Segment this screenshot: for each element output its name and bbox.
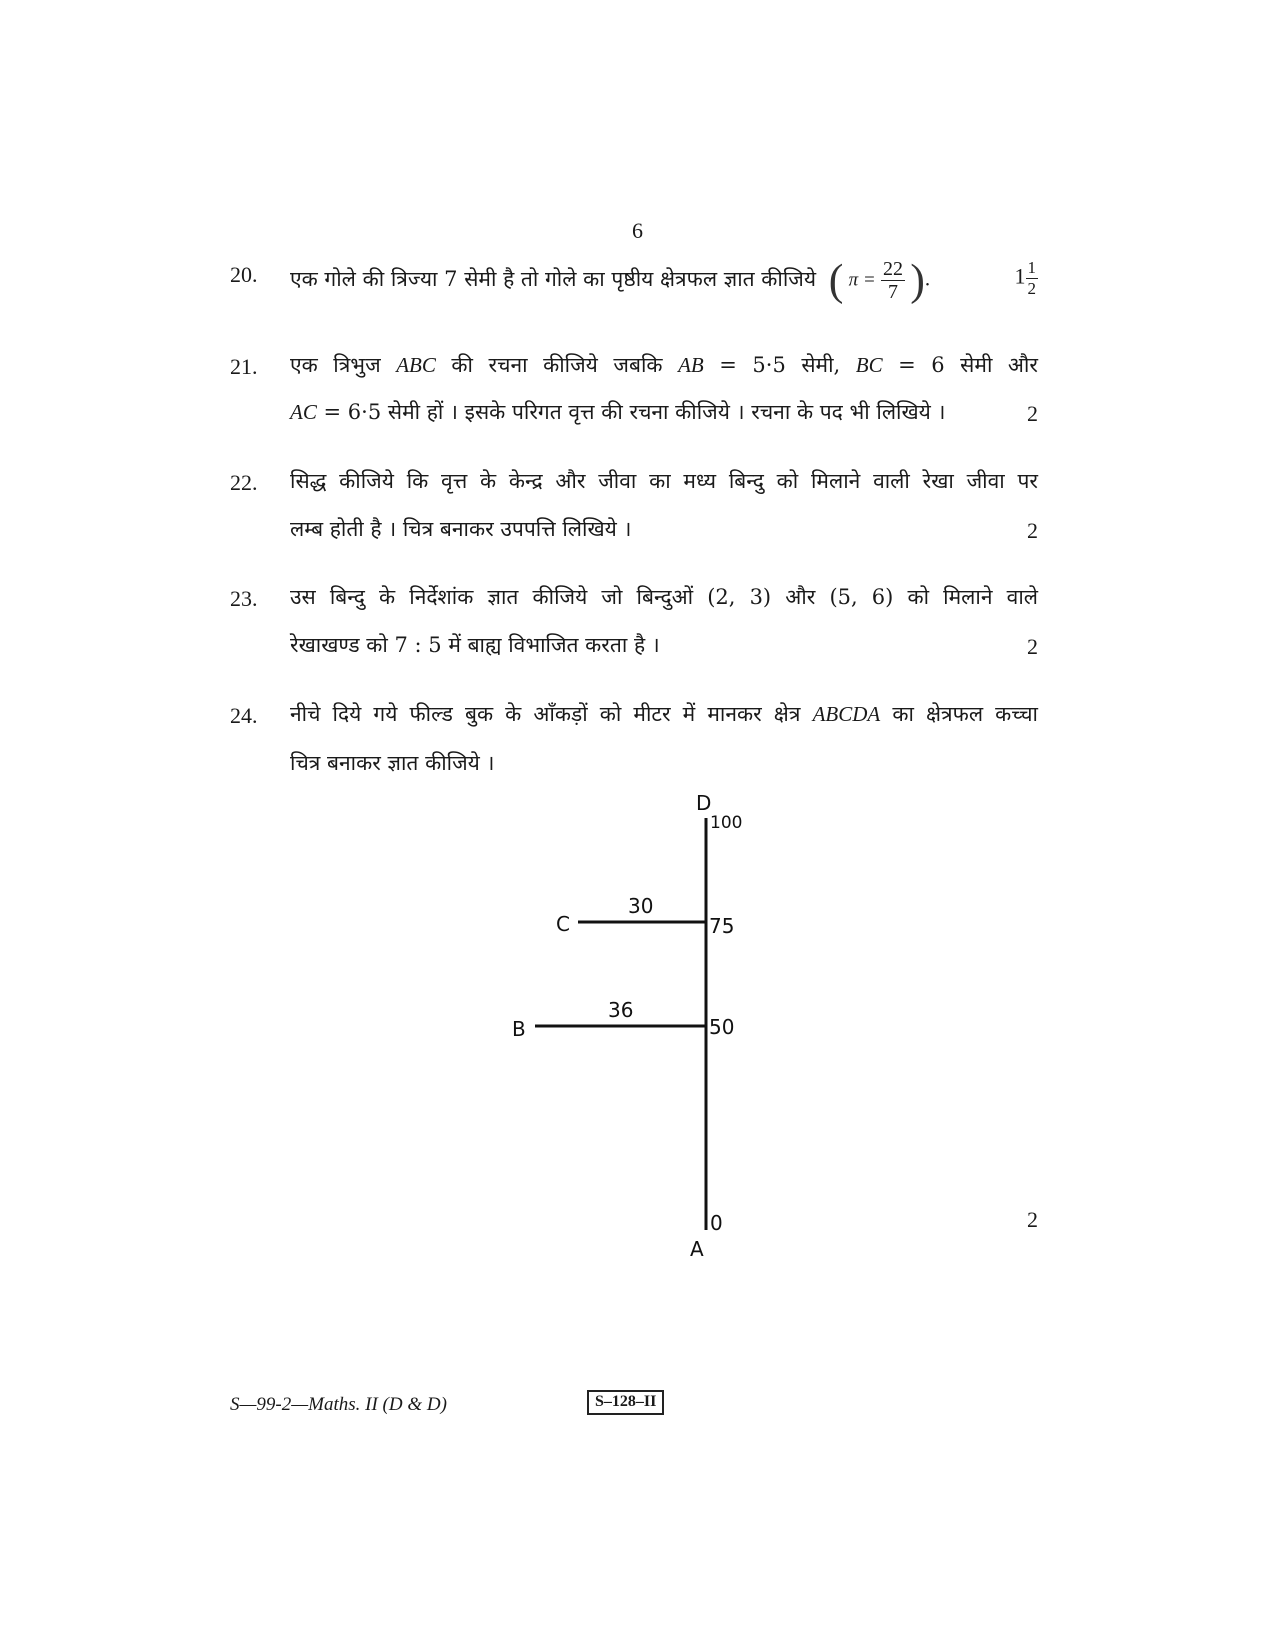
triangle-abc: ABC xyxy=(396,353,436,377)
region-abcda: ABCDA xyxy=(812,702,881,726)
side-ac: AC xyxy=(290,400,317,424)
question-23-line-2: रेखाखण्ड को 7 : 5 में बाह्य विभाजित करता है । xyxy=(290,633,660,657)
page-number: 6 xyxy=(632,218,643,243)
chainage-c: 75 xyxy=(709,914,735,938)
point-a-label: A xyxy=(690,1237,704,1261)
question-24-line-1: नीचे दिये गये फील्ड बुक के आँकड़ों को मीटर में मानकर क्षेत्र ABCDA का क्षेत्रफल कच्चा xyxy=(290,702,1038,726)
point-c-label: C xyxy=(556,912,570,936)
question-24-line-2: चित्र बनाकर ज्ञात कीजिये । xyxy=(290,751,495,775)
question-23-line-1: उस बिन्दु के निर्देशांक ज्ञात कीजिये जो बिन्दुओं (2, 3) और (5, 6) को मिलाने वाले xyxy=(290,585,1038,609)
pi-denominator: 7 xyxy=(888,281,898,303)
chainage-d: 100 xyxy=(710,813,743,833)
question-22-number: 22. xyxy=(230,470,258,495)
pi-fraction xyxy=(881,258,905,303)
side-ab: AB xyxy=(678,353,704,377)
question-21-line-1: एक त्रिभुज ABC की रचना कीजिये जबकि AB = 5·5 सेमी, BC = 6 सेमी और xyxy=(290,353,1038,377)
pi-value-expression: ( π = $\frac{22}{7}$ ). xyxy=(828,255,931,305)
question-22-marks: 2 xyxy=(1027,518,1038,543)
question-24-marks: 2 xyxy=(1027,1207,1038,1232)
question-24-number: 24. xyxy=(230,703,258,728)
footer-series-code: S–128–II xyxy=(587,1390,664,1415)
pi-label: π = xyxy=(848,269,876,291)
question-23-marks: 2 xyxy=(1027,634,1038,659)
question-20-number: 20. xyxy=(230,262,258,287)
field-book-diagram xyxy=(500,790,760,1280)
offset-c-label: 30 xyxy=(628,894,654,918)
question-20-text: एक गोले की त्रिज्या 7 सेमी है तो गोले का पृष्ठीय क्षेत्रफल ज्ञात कीजिये xyxy=(290,267,817,291)
question-20-text-line xyxy=(290,255,1038,305)
question-21-number: 21. xyxy=(230,354,258,379)
side-bc: BC xyxy=(855,353,883,377)
question-22-line-1: सिद्ध कीजिये कि वृत्त के केन्द्र और जीवा का मध्य बिन्दु को मिलाने वाली रेखा जीवा पर xyxy=(290,469,1038,493)
pi-numerator: 22 xyxy=(883,258,903,280)
point-b-label: B xyxy=(512,1017,526,1041)
chainage-a: 0 xyxy=(710,1211,723,1235)
marks-whole: 1 xyxy=(1014,263,1026,289)
question-20-marks xyxy=(1015,258,1039,299)
question-22-line-2: लम्ब होती है । चित्र बनाकर उपपत्ति लिखिये । xyxy=(290,517,632,541)
point-d-label: D xyxy=(696,791,712,815)
footer-paper-code: S—99-2—Maths. II (D & D) xyxy=(230,1394,447,1415)
question-21-marks: 2 xyxy=(1027,401,1038,426)
question-23-number: 23. xyxy=(230,586,258,611)
offset-b-label: 36 xyxy=(608,998,634,1022)
question-21-line-2: AC = 6·5 सेमी हों । इसके परिगत वृत्त की रचना कीजिये । रचना के पद भी लिखिये । xyxy=(290,400,946,424)
chainage-b: 50 xyxy=(709,1015,735,1039)
marks-fraction: $\frac{1}{2}$ xyxy=(1027,258,1036,298)
